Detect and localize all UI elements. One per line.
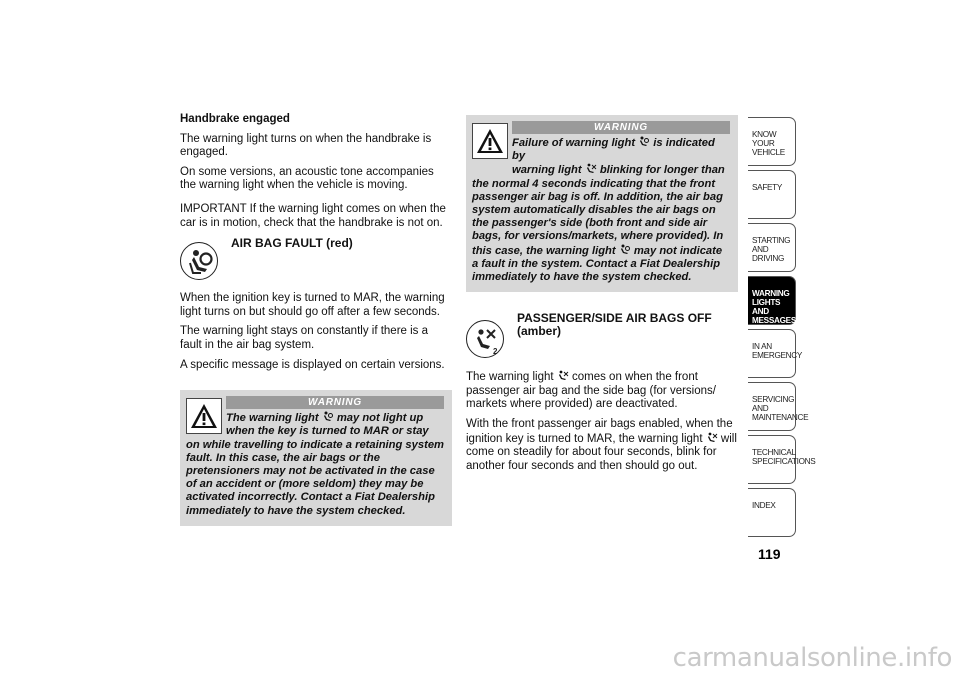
handbrake-paragraph-2: On some versions, an acoustic tone accompanies the warning light when the vehicle is moving. (180, 165, 434, 192)
warning-text (186, 411, 444, 518)
passenger-text-part: The warning light (466, 371, 554, 384)
passenger-text-part: With the front passenger air bags enabled, when the ignition key is turned to MAR, the warning light (466, 418, 733, 445)
airbag-seat-icon (638, 136, 650, 147)
warning-text-part: may not indicate a fault in the system. Contact a Fiat Dealership immediately to have the system checked. (472, 244, 723, 284)
airbag-seat-icon (619, 244, 631, 255)
passenger-text-part: will come on steadily for about four seconds, blink for another four seconds and then should go out. (466, 432, 737, 472)
handbrake-paragraph-3: IMPORTANT If the warning light comes on when the car is in motion, check that the handbrake is not on. (180, 202, 446, 229)
passenger-warning-box (466, 115, 738, 292)
svg-text:2: 2 (493, 347, 498, 357)
airbag-paragraph-2: The warning light stays on constantly if there is a fault in the air bag system. (180, 325, 429, 351)
warning-text-part: may not light up (336, 412, 424, 425)
tab-in-an-emergency[interactable]: IN AN EMERGENCY (748, 329, 796, 378)
warning-triangle-icon (186, 398, 222, 434)
passenger-airbag-header (466, 312, 738, 364)
warning-text-part: the normal 4 seconds indicating that the front passenger air bag is off. In addition, the air bag system automatically disables the air bags on the passenger's side (both front and side air bags, for versions/markets, where provided). In this case, the warning light (472, 177, 724, 257)
warning-triangle-icon (472, 123, 508, 159)
left-column (180, 113, 452, 526)
warning-label: WARNING (512, 121, 730, 134)
tab-safety[interactable]: SAFETY (748, 170, 796, 219)
passenger-airbag-title: PASSENGER/SIDE AIR BAGS OFF (amber) (517, 311, 712, 339)
warning-text-part: The warning light (226, 412, 319, 425)
airbag-paragraph-3: A specific message is displayed on certain versions. (180, 358, 445, 371)
watermark: carmanualsonline.info (672, 643, 952, 673)
tab-index[interactable]: INDEX (748, 488, 796, 537)
passenger-paragraph-2 (466, 418, 738, 473)
warning-text (472, 136, 730, 284)
warning-text-part: blinking for longer than (599, 164, 725, 177)
right-column (466, 113, 738, 479)
airbag-seat-icon (322, 411, 334, 422)
airbag-seat-icon (180, 242, 218, 280)
warning-text-part: warning light (512, 164, 582, 177)
tab-technical-specifications[interactable]: TECHNICAL SPECIFICATIONS (748, 435, 796, 484)
airbag-warning-box (180, 390, 452, 526)
airbag-paragraph-1: When the ignition key is turned to MAR, the warning light turns on but should go off after a few seconds. (180, 292, 445, 318)
handbrake-paragraph-1: The warning light turns on when the handbrake is engaged. (180, 132, 432, 159)
warning-text-part: when the key is turned to MAR or stay (226, 425, 429, 438)
tab-starting-and-driving[interactable]: STARTING AND DRIVING (748, 223, 796, 272)
airbag-fault-header (180, 238, 452, 286)
tab-servicing-and-maintenance[interactable]: SERVICING AND MAINTENANCE (748, 382, 796, 431)
warning-text-part: on while travelling to indicate a retaining system fault. In this case, the air bags or the pretensioners may not be activated in the case of an accident or (more seldom) they may be activated incorrectly. Contact a Fiat Dealership immediately to have the system checked. (186, 438, 444, 517)
handbrake-heading: Handbrake engaged (180, 113, 290, 125)
passenger-airbag-off-icon (466, 320, 504, 358)
section-tabs (748, 117, 816, 541)
page-number: 119 (758, 546, 781, 562)
airbag-fault-title: AIR BAG FAULT (red) (231, 236, 353, 251)
warning-text-part: Failure of warning light (512, 137, 636, 149)
passenger-paragraph-1 (466, 370, 738, 412)
passenger-text-part: comes on when the front passenger air bag and the side bag (for versions/ markets where provided) are deactivated. (466, 371, 716, 411)
passenger-airbag-off-icon (585, 163, 597, 174)
warning-text-part: is indicated by (512, 137, 715, 163)
tab-know-your-vehicle[interactable]: KNOW YOUR VEHICLE (748, 117, 796, 166)
passenger-airbag-off-icon (706, 432, 718, 443)
passenger-airbag-off-icon (557, 370, 569, 381)
tab-warning-lights-and-messages[interactable]: WARNING LIGHTS AND MESSAGES (748, 276, 796, 325)
warning-label: WARNING (226, 396, 444, 409)
